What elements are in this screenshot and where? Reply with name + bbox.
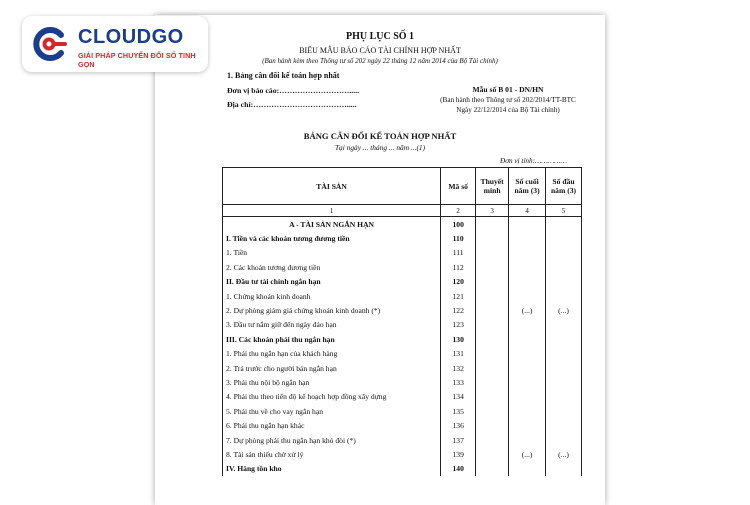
- note-cell: [476, 303, 509, 317]
- table-row: [223, 361, 582, 375]
- asset-name-cell: 4. Phải thu theo tiến độ kế hoạch hợp đồng xây dựng: [223, 390, 441, 404]
- cloudgo-logo-icon: [31, 26, 71, 62]
- end-year-cell: (...): [509, 303, 546, 317]
- end-year-cell: [509, 332, 546, 346]
- end-year-cell: [509, 361, 546, 375]
- code-cell: 137: [441, 433, 476, 447]
- begin-year-cell: [546, 318, 582, 332]
- note-cell: [476, 246, 509, 260]
- code-cell: 140: [441, 462, 476, 476]
- begin-year-cell: [546, 361, 582, 375]
- end-year-cell: [509, 433, 546, 447]
- balance-sheet-table: [222, 167, 582, 476]
- note-cell: [476, 347, 509, 361]
- begin-year-cell: [546, 375, 582, 389]
- begin-year-cell: [546, 332, 582, 346]
- form-code-note-2: Ngày 22/12/2014 của Bộ Tài chính): [456, 106, 560, 114]
- end-year-cell: [509, 462, 546, 476]
- reporting-unit: Đơn vị báo cáo:……………………….....: [227, 86, 360, 95]
- asset-name-cell: 2. Trả trước cho người bán ngắn hạn: [223, 361, 441, 375]
- header-end-year: Số cuối năm (3): [509, 168, 546, 205]
- begin-year-cell: [546, 217, 582, 232]
- form-code-note-1: (Ban hành theo Thông tư số 202/2014/TT-BTC: [440, 96, 576, 104]
- note-cell: [476, 217, 509, 232]
- begin-year-cell: [546, 347, 582, 361]
- asset-name-cell: 8. Tài sản thiếu chờ xử lý: [223, 447, 441, 461]
- begin-year-cell: [546, 462, 582, 476]
- address: Địa chỉ:……………………………….....: [227, 100, 357, 109]
- code-cell: 132: [441, 361, 476, 375]
- form-code: Mẫu số B 01 - DN/HN: [472, 85, 544, 94]
- end-year-cell: [509, 289, 546, 303]
- code-cell: 121: [441, 289, 476, 303]
- end-year-cell: [509, 260, 546, 274]
- code-cell: 133: [441, 375, 476, 389]
- note-cell: [476, 447, 509, 461]
- column-number: 5: [546, 205, 582, 217]
- asset-name-cell: 7. Dự phòng phải thu ngắn hạn khó đòi (*): [223, 433, 441, 447]
- code-cell: 139: [441, 447, 476, 461]
- unit-label: Đơn vị tính:……………: [500, 157, 567, 165]
- document-page: [155, 15, 605, 505]
- begin-year-cell: [546, 246, 582, 260]
- table-row: [223, 289, 582, 303]
- form-title: BIỂU MẪU BÁO CÁO TÀI CHÍNH HỢP NHẤT: [299, 46, 461, 55]
- end-year-cell: [509, 318, 546, 332]
- asset-name-cell: 1. Tiền: [223, 246, 441, 260]
- note-cell: [476, 433, 509, 447]
- table-row: [223, 447, 582, 461]
- end-year-cell: [509, 418, 546, 432]
- code-cell: 120: [441, 275, 476, 289]
- asset-name-cell: A - TÀI SẢN NGẮN HẠN: [223, 217, 441, 232]
- table-row: [223, 462, 582, 476]
- sheet-date: Tại ngày ... tháng ... năm ...(1): [334, 143, 426, 152]
- table-row: [223, 217, 582, 232]
- end-year-cell: (...): [509, 447, 546, 461]
- end-year-cell: [509, 347, 546, 361]
- begin-year-cell: [546, 418, 582, 432]
- logo-tagline: GIẢI PHÁP CHUYỂN ĐỔI SỐ TINH GỌN: [78, 51, 196, 69]
- asset-name-cell: 6. Phải thu ngắn hạn khác: [223, 418, 441, 432]
- table-row: [223, 390, 582, 404]
- end-year-cell: [509, 246, 546, 260]
- asset-name-cell: 5. Phải thu về cho vay ngắn hạn: [223, 404, 441, 418]
- table-row: [223, 433, 582, 447]
- sheet-title: BẢNG CÂN ĐỐI KẾ TOÁN HỢP NHẤT: [303, 131, 457, 141]
- table-row: [223, 303, 582, 317]
- note-cell: [476, 418, 509, 432]
- table-row: [223, 246, 582, 260]
- note-cell: [476, 462, 509, 476]
- code-cell: 135: [441, 404, 476, 418]
- cloudgo-logo: [22, 16, 208, 72]
- begin-year-cell: [546, 275, 582, 289]
- asset-name-cell: II. Đầu tư tài chính ngắn hạn: [223, 275, 441, 289]
- table-body: [223, 217, 582, 477]
- end-year-cell: [509, 390, 546, 404]
- note-cell: [476, 375, 509, 389]
- end-year-cell: [509, 275, 546, 289]
- asset-name-cell: 2. Các khoản tương đương tiền: [223, 260, 441, 274]
- code-cell: 134: [441, 390, 476, 404]
- header-begin-year: Số đầu năm (3): [546, 168, 582, 205]
- note-cell: [476, 404, 509, 418]
- column-number: 1: [223, 205, 441, 217]
- note-cell: [476, 332, 509, 346]
- section-heading: 1. Bảng cân đối kế toán hợp nhất: [227, 71, 340, 80]
- table-row: [223, 375, 582, 389]
- note-cell: [476, 275, 509, 289]
- end-year-cell: [509, 404, 546, 418]
- note-cell: [476, 390, 509, 404]
- begin-year-cell: [546, 231, 582, 245]
- note-cell: [476, 318, 509, 332]
- asset-name-cell: III. Các khoản phải thu ngắn hạn: [223, 332, 441, 346]
- table-row: [223, 260, 582, 274]
- asset-name-cell: IV. Hàng tồn kho: [223, 462, 441, 476]
- code-cell: 122: [441, 303, 476, 317]
- code-cell: 130: [441, 332, 476, 346]
- table-row: [223, 275, 582, 289]
- code-cell: 123: [441, 318, 476, 332]
- table-row: [223, 404, 582, 418]
- code-cell: 100: [441, 217, 476, 232]
- asset-name-cell: 1. Phải thu ngắn hạn của khách hàng: [223, 347, 441, 361]
- asset-name-cell: 3. Phải thu nội bộ ngắn hạn: [223, 375, 441, 389]
- code-cell: 110: [441, 231, 476, 245]
- column-number: 3: [476, 205, 509, 217]
- begin-year-cell: [546, 260, 582, 274]
- header-code: Mã số: [441, 168, 476, 205]
- end-year-cell: [509, 217, 546, 232]
- appendix-title: PHỤ LỤC SỐ 1: [345, 31, 415, 42]
- column-number: 2: [441, 205, 476, 217]
- form-subtitle: (Ban hành kèm theo Thông tư số 202 ngày 22 tháng 12 năm 2014 của Bộ Tài chính): [262, 57, 498, 65]
- asset-name-cell: I. Tiền và các khoản tương đương tiền: [223, 231, 441, 245]
- note-cell: [476, 289, 509, 303]
- begin-year-cell: [546, 433, 582, 447]
- end-year-cell: [509, 231, 546, 245]
- begin-year-cell: [546, 390, 582, 404]
- code-cell: 111: [441, 246, 476, 260]
- asset-name-cell: 3. Đầu tư nắm giữ đến ngày đáo hạn: [223, 318, 441, 332]
- logo-name: CLOUDGO: [78, 26, 184, 48]
- code-cell: 136: [441, 418, 476, 432]
- table-row: [223, 318, 582, 332]
- note-cell: [476, 361, 509, 375]
- begin-year-cell: (...): [546, 303, 582, 317]
- asset-name-cell: 1. Chứng khoán kinh doanh: [223, 289, 441, 303]
- asset-name-cell: 2. Dự phòng giảm giá chứng khoán kinh doanh (*): [223, 303, 441, 317]
- column-number: 4: [509, 205, 546, 217]
- table-row: [223, 231, 582, 245]
- note-cell: [476, 260, 509, 274]
- end-year-cell: [509, 375, 546, 389]
- code-cell: 131: [441, 347, 476, 361]
- header-asset: TÀI SẢN: [223, 168, 441, 205]
- table-row: [223, 347, 582, 361]
- begin-year-cell: [546, 289, 582, 303]
- header-note: Thuyết minh: [476, 168, 509, 205]
- note-cell: [476, 231, 509, 245]
- begin-year-cell: (...): [546, 447, 582, 461]
- begin-year-cell: [546, 404, 582, 418]
- table-row: [223, 418, 582, 432]
- code-cell: 112: [441, 260, 476, 274]
- table-row: [223, 332, 582, 346]
